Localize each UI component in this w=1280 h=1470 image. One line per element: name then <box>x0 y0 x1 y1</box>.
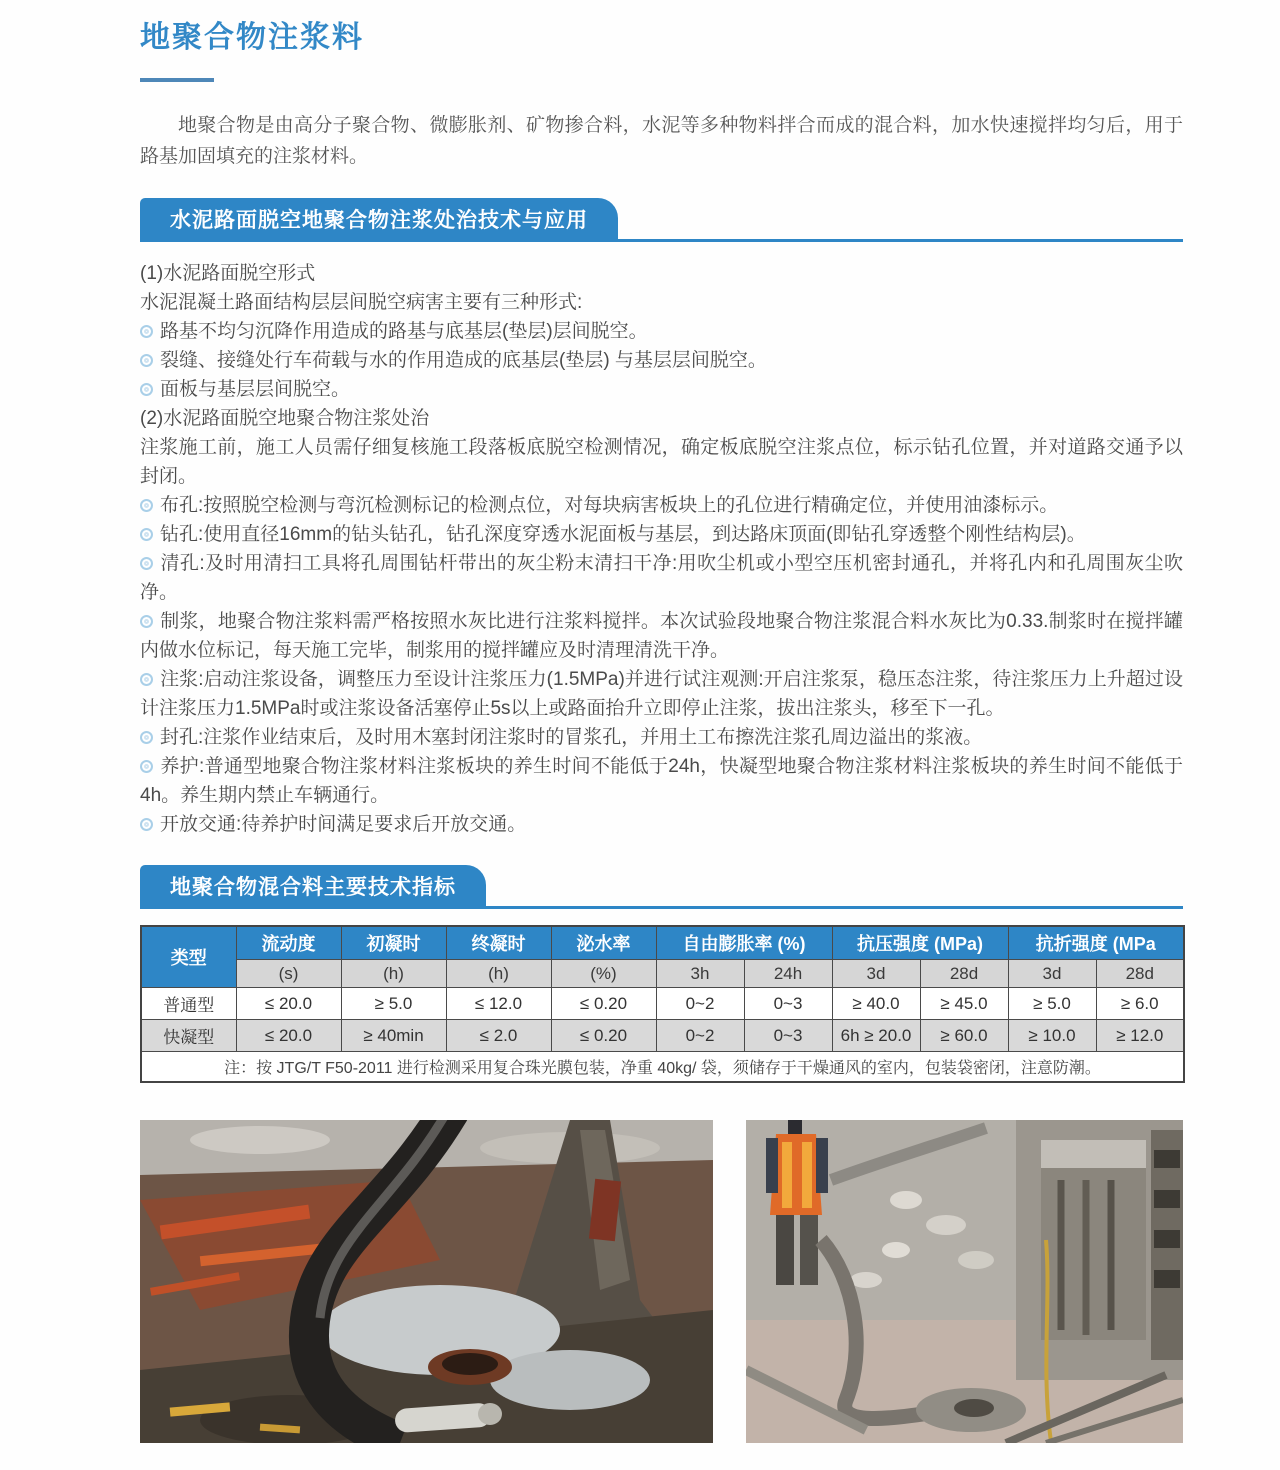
spec-cell: ≥ 5.0 <box>341 988 446 1020</box>
double-circle-bullet-icon <box>140 673 153 686</box>
row-label: 快凝型 <box>141 1020 236 1052</box>
spec-cell: 0~3 <box>744 988 832 1020</box>
tech-line: 开放交通:待养护时间满足要求后开放交通。 <box>140 810 1183 839</box>
double-circle-bullet-icon <box>140 499 153 512</box>
spec-cell: ≥ 12.0 <box>1096 1020 1184 1052</box>
spec-cell: ≤ 20.0 <box>236 988 341 1020</box>
tech-line: 注浆:启动注浆设备，调整压力至设计注浆压力(1.5MPa)并进行试注观测:开启注浆泵，稳压态注浆，待注浆压力上升超过设计注浆压力1.5MPa时或注浆设备活塞停止5s以上或路面抬升立即停止注浆，拔出注浆头，移至下一孔。 <box>140 669 1183 719</box>
tech-line: 路基不均匀沉降作用造成的路基与底基层(垫层)层间脱空。 <box>140 317 1183 346</box>
table-header-row <box>141 926 1184 960</box>
double-circle-bullet-icon <box>140 760 153 773</box>
tech-line: 水泥混凝土路面结构层层间脱空病害主要有三种形式: <box>140 292 583 313</box>
tech-line: 注浆施工前，施工人员需仔细复核施工段落板底脱空检测情况，确定板底脱空注浆点位，标示钻孔位置，并对道路交通予以封闭。 <box>140 437 1183 487</box>
section-tech-banner <box>140 198 1183 242</box>
col-header-compressive: 抗压强度 (MPa) <box>832 926 1008 960</box>
table-note-row <box>141 1052 1184 1083</box>
spec-cell: 6h ≥ 20.0 <box>832 1020 920 1052</box>
spec-cell: ≥ 6.0 <box>1096 988 1184 1020</box>
tech-line: 钻孔:使用直径16mm的钻头钻孔，钻孔深度穿透水泥面板与基层，到达路床顶面(即钻孔穿透整个刚性结构层)。 <box>140 520 1183 549</box>
spec-cell: ≥ 5.0 <box>1008 988 1096 1020</box>
table-row-fast-type <box>141 1020 1184 1052</box>
spec-cell: 0~3 <box>744 1020 832 1052</box>
spec-cell: ≤ 0.20 <box>551 1020 656 1052</box>
page-bottom-margin <box>0 1443 1280 1470</box>
table-row-normal-type <box>141 988 1184 1020</box>
tech-line: 制浆，地聚合物注浆料需严格按照水灰比进行注浆料搅拌。本次试验段地聚合物注浆混合料水灰比为0.33.制浆时在搅拌罐内做水位标记，每天施工完毕，制浆用的搅拌罐应及时清理清洗干净。 <box>140 611 1183 661</box>
double-circle-bullet-icon <box>140 528 153 541</box>
col-header-final-set: 终凝时 <box>446 926 551 960</box>
section-tech-heading: 水泥路面脱空地聚合物注浆处治技术与应用 <box>140 198 618 239</box>
double-circle-bullet-icon <box>140 818 153 831</box>
section-specs-heading: 地聚合物混合料主要技术指标 <box>140 865 486 906</box>
col-header-type: 类型 <box>141 926 236 988</box>
col-header-initial-set: 初凝时 <box>341 926 446 960</box>
unit-cell: (s) <box>236 960 341 988</box>
section-specs-banner <box>140 865 1183 909</box>
spec-cell: ≤ 0.20 <box>551 988 656 1020</box>
col-header-flexural: 抗折强度 (MPa <box>1008 926 1184 960</box>
spec-cell: ≥ 45.0 <box>920 988 1008 1020</box>
row-label: 普通型 <box>141 988 236 1020</box>
double-circle-bullet-icon <box>140 731 153 744</box>
unit-cell: (h) <box>341 960 446 988</box>
unit-cell: 3d <box>832 960 920 988</box>
intro-paragraph: 地聚合物是由高分子聚合物、微膨胀剂、矿物掺合料，水泥等多种物料拌合而成的混合料，加水快速搅拌均匀后，用于路基加固填充的注浆材料。 <box>140 115 1183 167</box>
spec-cell: ≥ 10.0 <box>1008 1020 1096 1052</box>
spec-table <box>140 925 1185 1083</box>
unit-cell: 28d <box>1096 960 1184 988</box>
photo-worker-illustration <box>746 1120 1183 1443</box>
spec-cell: 0~2 <box>656 1020 744 1052</box>
col-header-free-expansion: 自由膨胀率 (%) <box>656 926 832 960</box>
double-circle-bullet-icon <box>140 383 153 396</box>
double-circle-bullet-icon <box>140 615 153 628</box>
photo-grouting-hose-illustration <box>140 1120 713 1443</box>
page-title: 地聚合物注浆料 <box>140 21 364 54</box>
double-circle-bullet-icon <box>140 325 153 338</box>
photo-grouting-hose-on-pavement <box>140 1120 713 1443</box>
title-underline <box>140 78 214 82</box>
section-tech-body <box>140 259 1183 839</box>
table-unit-row <box>141 960 1184 988</box>
photo-worker-grouting-equipment <box>746 1120 1183 1443</box>
tech-line: 清孔:及时用清扫工具将孔周围钻杆带出的灰尘粉末清扫干净:用吹尘机或小型空压机密封通孔，并将孔内和孔周围灰尘吹净。 <box>140 553 1183 603</box>
unit-cell: (%) <box>551 960 656 988</box>
tech-line: 封孔:注浆作业结束后，及时用木塞封闭注浆时的冒浆孔，并用土工布擦洗注浆孔周边溢出的浆液。 <box>140 723 1183 752</box>
unit-cell: (h) <box>446 960 551 988</box>
col-header-bleeding: 泌水率 <box>551 926 656 960</box>
unit-cell: 3d <box>1008 960 1096 988</box>
spec-cell: ≥ 60.0 <box>920 1020 1008 1052</box>
spec-cell: ≤ 2.0 <box>446 1020 551 1052</box>
spec-cell: ≥ 40.0 <box>832 988 920 1020</box>
unit-cell: 24h <box>744 960 832 988</box>
table-note: 注：按 JTG/T F50-2011 进行检测采用复合珠光膜包装，净重 40kg/ 袋，须储存于干燥通风的室内，包装袋密闭，注意防潮。 <box>141 1052 1184 1083</box>
tech-line: 养护:普通型地聚合物注浆材料注浆板块的养生时间不能低于24h，快凝型地聚合物注浆材料注浆板块的养生时间不能低于4h。养生期内禁止车辆通行。 <box>140 756 1183 806</box>
spec-cell: ≤ 20.0 <box>236 1020 341 1052</box>
unit-cell: 28d <box>920 960 1008 988</box>
tech-line: (1)水泥路面脱空形式 <box>140 263 316 284</box>
tech-line: (2)水泥路面脱空地聚合物注浆处治 <box>140 408 430 429</box>
spec-cell: ≥ 40min <box>341 1020 446 1052</box>
tech-line: 面板与基层层间脱空。 <box>140 375 1183 404</box>
unit-cell: 3h <box>656 960 744 988</box>
spec-cell: ≤ 12.0 <box>446 988 551 1020</box>
col-header-fluidity: 流动度 <box>236 926 341 960</box>
double-circle-bullet-icon <box>140 354 153 367</box>
double-circle-bullet-icon <box>140 557 153 570</box>
spec-cell: 0~2 <box>656 988 744 1020</box>
site-photos <box>140 1120 1183 1443</box>
tech-line: 裂缝、接缝处行车荷载与水的作用造成的底基层(垫层) 与基层层间脱空。 <box>140 346 1183 375</box>
tech-line: 布孔:按照脱空检测与弯沉检测标记的检测点位，对每块病害板块上的孔位进行精确定位，并使用油漆标示。 <box>140 491 1183 520</box>
